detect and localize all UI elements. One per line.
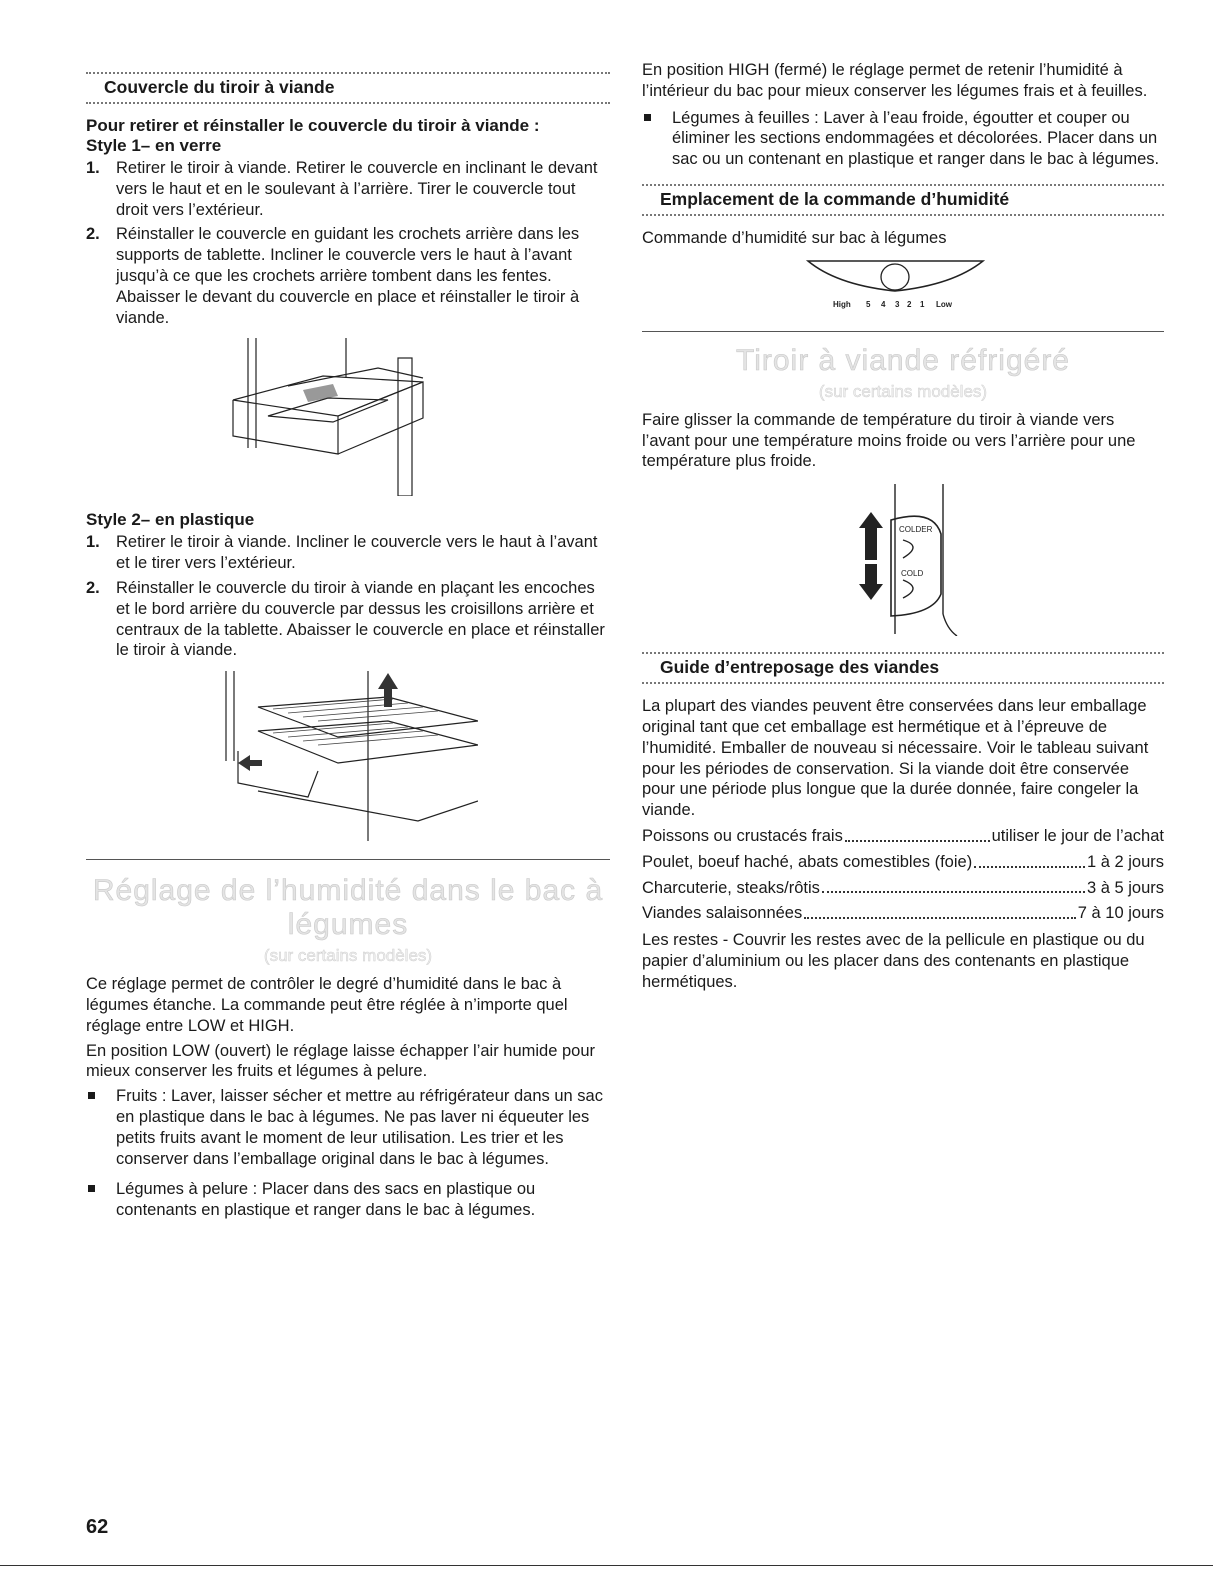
meat-drawer-subheading: (sur certains modèles) [818,381,988,401]
list-item: 1. Retirer le tiroir à viande. Incliner le couvercle vers le haut à l’avant et le tirer vers l’extérieur. [86,533,598,573]
section-header-meat-storage [642,648,1164,690]
plastic-cover-illustration [218,671,478,841]
colder-label: COLDER [899,525,933,535]
list-item: 2. Réinstaller le couvercle en guidant les crochets arrière dans les supports de tablette. Incliner le couvercle vers le haut à l’avant jusqu’à ce que les crochets arrière tombent dans les fentes. Abaisser le devant du couvercle en place et réinstaller le tiroir à viande. [86,225,580,327]
humidity-subheading: (sur certains modèles) [263,946,433,966]
leafy-bullets [642,108,1164,170]
bullet-icon [88,1185,95,1192]
meat-drawer-paragraph: Faire glisser la commande de température du tiroir à viande vers l’avant pour une température moins froide ou vers l’arrière pour une température plus froide. [642,410,1136,471]
table-row: Viandes salaisonnées 7 à 10 jours [642,904,1164,923]
dial-label: 1 [920,299,925,309]
table-row: Poulet, boeuf haché, abats comestibles (foie) 1 à 2 jours [642,852,1164,871]
section-title: Guide d’entreposage des viandes [660,657,940,678]
section-title: Couvercle du tiroir à viande [104,77,335,97]
humidity-paragraph-1: Ce réglage permet de contrôler le degré d’humidité dans le bac à légumes étanche. La commande peut être réglée à n’importe quel réglage entre LOW et HIGH. [86,975,568,1035]
list-item: 1. Retirer le tiroir à viande. Retirer le couvercle en inclinant le devant vers le haut et en le soulevant à l’arrière. Tirer le couvercle tout droit vers l’extérieur. [86,159,598,219]
glass-cover-illustration [228,338,468,496]
meat-drawer-heading: Tiroir à viande réfrigéré [735,343,1070,377]
list-item: Fruits : Laver, laisser sécher et mettre au réfrigérateur dans un sac en plastique dans le bac à légumes. Ne pas laver ni équeuter les petits fruits avant le moment de leur utilisation. Les trier et les conserver dans l’emballage original dans le bac à légumes. [86,1086,610,1169]
leftovers-paragraph: Les restes - Couvrir les restes avec de la pellicule en plastique ou du papier d’aluminium ou les placer dans des contenants en plastique hermétiques. [642,931,1145,991]
dial-label: 3 [895,299,900,309]
cold-label: COLD [901,569,924,579]
right-column [642,60,1164,993]
style1-steps [86,158,610,328]
dial-label: Low [936,299,952,309]
table-row: Charcuterie, steaks/rôtis 3 à 5 jours [642,878,1164,897]
style2-steps [86,532,610,661]
section-header-humidity-control [642,180,1164,222]
section-title: Emplacement de la commande d’humidité [660,188,1010,209]
style1-title: Style 1– en verre [86,136,222,155]
style2-title: Style 2– en plastique [86,510,255,530]
dial-label: 2 [907,299,912,309]
list-item: Légumes à feuilles : Laver à l’eau froide, égoutter et couper ou éliminer les sections endommagées et décolorées. Placer dans un sac ou un contenant en plastique et ranger dans le bac à légumes. [642,108,1164,170]
subheading-remove-reinstall: Pour retirer et réinstaller le couvercle du tiroir à viande : [86,116,540,135]
humidity-bullets [86,1086,610,1221]
bullet-icon [644,114,651,121]
left-column [86,60,610,1231]
dial-label: 5 [866,299,871,309]
temperature-control-illustration [823,484,983,636]
meat-guide-paragraph: La plupart des viandes peuvent être conservées dans leur emballage original tant que cet emballage est hermétique et à l’épreuve de l’humidité. Emballer de nouveau si nécessaire. Voir le tableau suivant pour les périodes de conservation. Si la viande doit être conservée pour une période plus longue que la durée donnée, faire congeler la viande. [642,697,1149,820]
control-caption: Commande d’humidité sur bac à légumes [642,228,947,247]
list-item: Légumes à pelure : Placer dans des sacs en plastique ou contenants en plastique et ranger dans le bac à légumes. [86,1179,610,1221]
high-position-paragraph: En position HIGH (fermé) le réglage permet de retenir l’humidité à l’intérieur du bac pour mieux conserver les légumes frais et à feuilles. [642,61,1148,100]
humidity-dial-illustration [803,257,1003,321]
dial-label: High [833,299,851,309]
dial-label: 4 [881,299,886,309]
humidity-paragraph-2: En position LOW (ouvert) le réglage laisse échapper l’air humide pour mieux conserver les fruits et légumes à pelure. [86,1041,596,1081]
table-row: Poissons ou crustacés frais utiliser le jour de l’achat [642,826,1164,845]
section-header-meat-drawer-cover [86,68,610,110]
list-item: 2. Réinstaller le couvercle du tiroir à viande en plaçant les encoches et le bord arrière du couvercle par dessus les croisillons arrière et centraux de la tablette. Abaisser le couvercle en place et réinstaller le tiroir à viande. [86,578,605,660]
page-number: 62 [86,1516,109,1538]
humidity-heading: Réglage de l’humidité dans le bac à légumes [92,874,604,942]
bullet-icon [88,1092,95,1099]
up-down-arrow-icon [859,512,883,600]
